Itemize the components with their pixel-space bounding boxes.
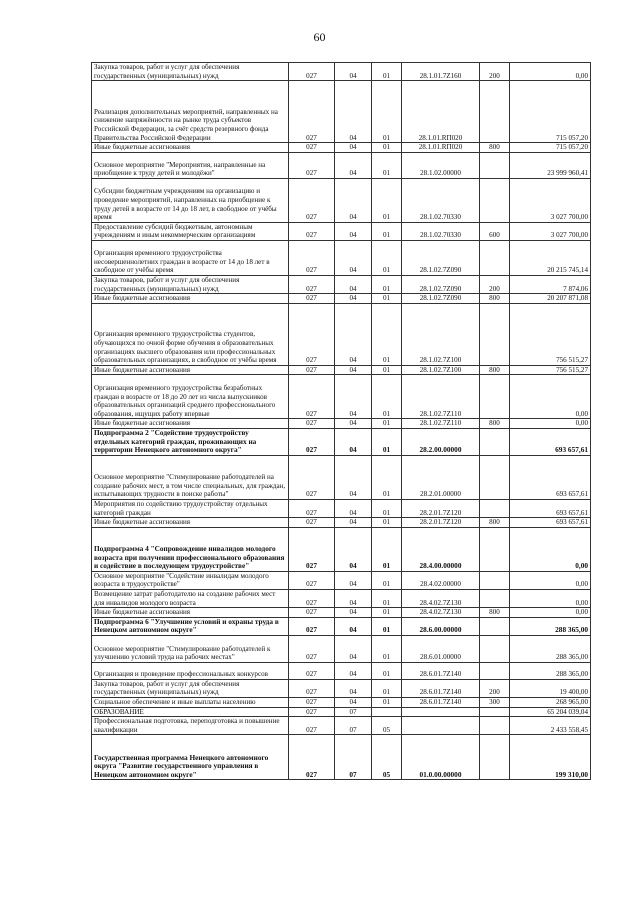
row-pr: 01 — [372, 222, 402, 240]
row-pr: 01 — [372, 571, 402, 589]
table-row — [92, 589, 591, 607]
row-rz: 04 — [335, 303, 372, 365]
row-grbs: 027 — [289, 419, 335, 429]
row-vr — [480, 455, 510, 499]
table-row — [92, 178, 591, 222]
table-row — [92, 375, 591, 419]
row-pr: 01 — [372, 428, 402, 455]
row-vr — [480, 707, 510, 717]
budget-table-body — [92, 63, 591, 780]
row-vr: 600 — [480, 222, 510, 240]
row-sum: 20 207 871,08 — [510, 294, 591, 304]
row-name: Иные бюджетные ассигнования — [92, 608, 289, 618]
row-pr: 01 — [372, 698, 402, 708]
row-csr: 01.0.00.00000 — [402, 735, 480, 780]
row-csr: 28.1.02.70330 — [402, 222, 480, 240]
table-row — [92, 499, 591, 517]
row-grbs: 027 — [289, 455, 335, 499]
row-vr — [480, 375, 510, 419]
row-pr: 01 — [372, 303, 402, 365]
row-csr: 28.1.01.RП020 — [402, 143, 480, 153]
table-row — [92, 240, 591, 275]
row-name: Основное мероприятие "Стимулирование работодателей на создание рабочих мест, в том числе специальных, для граждан, испытывающих трудности в поиске работы" — [92, 455, 289, 499]
row-csr: 28.6.01.00000 — [402, 635, 480, 662]
row-name: Возмещение затрат работодателю на создание рабочих мест для инвалидов молодого возраста — [92, 589, 289, 607]
row-name: Закупка товаров, работ и услуг для обеспечения государственных (муниципальных) нужд — [92, 679, 289, 697]
row-rz: 04 — [335, 419, 372, 429]
row-csr: 28.4.02.7Z130 — [402, 608, 480, 618]
row-rz: 04 — [335, 527, 372, 571]
row-grbs: 027 — [289, 527, 335, 571]
row-sum: 20 215 745,14 — [510, 240, 591, 275]
row-grbs: 027 — [289, 375, 335, 419]
table-row — [92, 735, 591, 780]
row-vr: 300 — [480, 698, 510, 708]
row-csr: 28.2.01.7Z120 — [402, 518, 480, 528]
table-row — [92, 707, 591, 717]
row-name: ОБРАЗОВАНИЕ — [92, 707, 289, 717]
row-sum: 0,00 — [510, 589, 591, 607]
row-sum: 7 874,06 — [510, 275, 591, 293]
row-pr: 01 — [372, 375, 402, 419]
row-sum: 0,00 — [510, 571, 591, 589]
row-sum: 0,00 — [510, 608, 591, 618]
table-row — [92, 662, 591, 679]
row-rz: 04 — [335, 240, 372, 275]
row-rz: 04 — [335, 375, 372, 419]
row-vr — [480, 635, 510, 662]
row-vr: 800 — [480, 608, 510, 618]
row-name: Социальное обеспечение и иные выплаты населению — [92, 698, 289, 708]
row-grbs: 027 — [289, 608, 335, 618]
row-pr: 01 — [372, 81, 402, 143]
row-rz: 04 — [335, 617, 372, 635]
row-csr: 28.1.02.7Z100 — [402, 303, 480, 365]
row-sum: 0,00 — [510, 63, 591, 81]
row-csr: 28.2.01.00000 — [402, 455, 480, 499]
row-vr — [480, 152, 510, 178]
row-rz: 07 — [335, 717, 372, 735]
table-row — [92, 717, 591, 735]
table-row — [92, 275, 591, 293]
row-sum: 693 657,61 — [510, 428, 591, 455]
row-rz: 04 — [335, 571, 372, 589]
row-csr: 28.1.02.70330 — [402, 178, 480, 222]
row-rz: 04 — [335, 63, 372, 81]
row-csr: 28.6.01.7Z140 — [402, 679, 480, 697]
row-rz: 04 — [335, 698, 372, 708]
row-grbs: 027 — [289, 143, 335, 153]
row-grbs: 027 — [289, 589, 335, 607]
row-name: Основное мероприятие "Мероприятия, направленные на приобщение к труду детей и молодёжи" — [92, 152, 289, 178]
row-grbs: 027 — [289, 717, 335, 735]
row-name: Подпрограмма 4 "Сопровождение инвалидов молодого возраста при получении профессионального образования и содействие в последующем трудоустройстве" — [92, 527, 289, 571]
row-name: Иные бюджетные ассигнования — [92, 365, 289, 375]
row-name: Иные бюджетные ассигнования — [92, 294, 289, 304]
row-pr: 01 — [372, 679, 402, 697]
row-vr — [480, 735, 510, 780]
row-name: Иные бюджетные ассигнования — [92, 143, 289, 153]
table-row — [92, 698, 591, 708]
row-sum: 268 965,00 — [510, 698, 591, 708]
row-vr — [480, 527, 510, 571]
row-sum: 19 400,00 — [510, 679, 591, 697]
row-grbs: 027 — [289, 365, 335, 375]
table-row — [92, 419, 591, 429]
row-pr: 01 — [372, 240, 402, 275]
row-csr: 28.1.02.7Z110 — [402, 375, 480, 419]
row-sum: 715 057,20 — [510, 81, 591, 143]
row-vr — [480, 617, 510, 635]
row-rz: 04 — [335, 455, 372, 499]
row-sum: 2 433 558,45 — [510, 717, 591, 735]
row-csr: 28.6.01.7Z140 — [402, 662, 480, 679]
row-pr: 01 — [372, 635, 402, 662]
row-grbs: 027 — [289, 735, 335, 780]
table-row — [92, 571, 591, 589]
row-pr: 01 — [372, 499, 402, 517]
row-name: Организация и проведение профессиональных конкурсов — [92, 662, 289, 679]
row-vr — [480, 589, 510, 607]
row-rz: 04 — [335, 679, 372, 697]
row-csr: 28.1.02.7Z110 — [402, 419, 480, 429]
row-grbs: 027 — [289, 518, 335, 528]
table-row — [92, 679, 591, 697]
row-csr: 28.4.02.7Z130 — [402, 589, 480, 607]
row-grbs: 027 — [289, 63, 335, 81]
row-rz: 04 — [335, 81, 372, 143]
row-grbs: 027 — [289, 303, 335, 365]
row-vr: 800 — [480, 143, 510, 153]
table-row — [92, 143, 591, 153]
row-grbs: 027 — [289, 81, 335, 143]
row-grbs: 027 — [289, 571, 335, 589]
table-row — [92, 81, 591, 143]
row-csr: 28.4.02.00000 — [402, 571, 480, 589]
row-csr: 28.6.00.00000 — [402, 617, 480, 635]
row-csr: 28.1.01.7Z160 — [402, 63, 480, 81]
row-sum: 23 999 960,41 — [510, 152, 591, 178]
row-sum: 288 365,00 — [510, 635, 591, 662]
row-sum: 288 365,00 — [510, 617, 591, 635]
row-sum: 693 657,61 — [510, 499, 591, 517]
row-rz: 04 — [335, 428, 372, 455]
row-name: Основное мероприятие "Стимулирование работодателей к улучшению условий труда на рабочих местах" — [92, 635, 289, 662]
row-csr: 28.2.00.00000 — [402, 428, 480, 455]
row-name: Предоставление субсидий бюджетным, автономным учреждениям и иным некоммерческим организациям — [92, 222, 289, 240]
table-row — [92, 294, 591, 304]
row-grbs: 027 — [289, 428, 335, 455]
row-vr: 800 — [480, 419, 510, 429]
table-row — [92, 428, 591, 455]
row-sum: 0,00 — [510, 527, 591, 571]
row-grbs: 027 — [289, 707, 335, 717]
row-sum: 3 027 700,00 — [510, 178, 591, 222]
row-name: Организация временного трудоустройства несовершеннолетних граждан в возрасте от 14 до 18 лет в свободное от учёбы время — [92, 240, 289, 275]
row-grbs: 027 — [289, 178, 335, 222]
row-pr: 01 — [372, 275, 402, 293]
page-number: 60 — [313, 30, 326, 44]
row-vr — [480, 571, 510, 589]
table-row — [92, 63, 591, 81]
row-sum: 715 057,20 — [510, 143, 591, 153]
row-vr — [480, 662, 510, 679]
row-vr — [480, 499, 510, 517]
row-name: Иные бюджетные ассигнования — [92, 419, 289, 429]
row-name: Профессиональная подготовка, переподготовка и повышение квалификации — [92, 717, 289, 735]
row-vr — [480, 240, 510, 275]
row-csr: 28.1.01.RП020 — [402, 81, 480, 143]
table-row — [92, 222, 591, 240]
row-name: Организация временного трудоустройства студентов, обучающихся по очной форме обучения в образовательных организациях высшего образования или профессиональных образовательных организациях, в свободное от учёбы время — [92, 303, 289, 365]
row-rz: 07 — [335, 707, 372, 717]
row-rz: 04 — [335, 275, 372, 293]
row-csr — [402, 707, 480, 717]
row-rz: 04 — [335, 152, 372, 178]
row-sum: 693 657,61 — [510, 518, 591, 528]
row-csr — [402, 717, 480, 735]
row-rz: 04 — [335, 222, 372, 240]
row-name: Организация временного трудоустройства безработных граждан в возрасте от 18 до 20 лет из числа выпускников образовательных организаций среднего профессионального образования, ищущих работу впервые — [92, 375, 289, 419]
row-pr — [372, 707, 402, 717]
row-pr: 01 — [372, 527, 402, 571]
row-sum: 693 657,61 — [510, 455, 591, 499]
row-name: Подпрограмма 6 "Улучшение условий и охраны труда в Ненецком автономном округе" — [92, 617, 289, 635]
row-rz: 07 — [335, 735, 372, 780]
row-sum: 0,00 — [510, 375, 591, 419]
row-vr: 800 — [480, 294, 510, 304]
row-rz: 04 — [335, 608, 372, 618]
row-pr: 01 — [372, 518, 402, 528]
row-grbs: 027 — [289, 240, 335, 275]
row-pr: 01 — [372, 617, 402, 635]
row-name: Закупка товаров, работ и услуг для обеспечения государственных (муниципальных) нужд — [92, 63, 289, 81]
table-row — [92, 527, 591, 571]
table-row — [92, 152, 591, 178]
row-rz: 04 — [335, 143, 372, 153]
budget-table — [91, 62, 591, 780]
row-csr: 28.1.02.7Z100 — [402, 365, 480, 375]
row-csr: 28.2.01.7Z120 — [402, 499, 480, 517]
row-csr: 28.1.02.00000 — [402, 152, 480, 178]
row-csr: 28.1.02.7Z090 — [402, 294, 480, 304]
row-vr — [480, 81, 510, 143]
row-csr: 28.1.02.7Z090 — [402, 240, 480, 275]
row-sum: 3 027 700,00 — [510, 222, 591, 240]
row-name: Подпрограмма 2 "Содействие трудоустройству отдельных категорий граждан, проживающих на территории Ненецкого автономного округа" — [92, 428, 289, 455]
row-csr: 28.1.02.7Z090 — [402, 275, 480, 293]
row-vr — [480, 303, 510, 365]
row-grbs: 027 — [289, 222, 335, 240]
table-row — [92, 608, 591, 618]
row-pr: 01 — [372, 294, 402, 304]
row-pr: 01 — [372, 608, 402, 618]
row-rz: 04 — [335, 662, 372, 679]
row-vr: 200 — [480, 63, 510, 81]
row-pr: 01 — [372, 63, 402, 81]
row-rz: 04 — [335, 365, 372, 375]
row-sum: 0,00 — [510, 419, 591, 429]
row-sum: 756 515,27 — [510, 365, 591, 375]
row-name: Субсидии бюджетным учреждениям на организацию и проведение мероприятий, направленных на приобщение к труду детей в возрасте от 14 до 18 лет, в свободное от учёбы время — [92, 178, 289, 222]
row-pr: 01 — [372, 455, 402, 499]
row-rz: 04 — [335, 294, 372, 304]
row-pr: 01 — [372, 365, 402, 375]
row-pr: 01 — [372, 143, 402, 153]
table-row — [92, 365, 591, 375]
row-grbs: 027 — [289, 635, 335, 662]
row-grbs: 027 — [289, 152, 335, 178]
row-sum: 199 310,00 — [510, 735, 591, 780]
row-rz: 04 — [335, 589, 372, 607]
row-name: Мероприятия по содействию трудоустройству отдельных категорий граждан — [92, 499, 289, 517]
table-row — [92, 455, 591, 499]
row-name: Закупка товаров, работ и услуг для обеспечения государственных (муниципальных) нужд — [92, 275, 289, 293]
row-csr: 28.4.00.00000 — [402, 527, 480, 571]
table-row — [92, 303, 591, 365]
table-row — [92, 617, 591, 635]
row-sum: 288 365,00 — [510, 662, 591, 679]
row-pr: 05 — [372, 717, 402, 735]
row-rz: 04 — [335, 178, 372, 222]
row-name: Иные бюджетные ассигнования — [92, 518, 289, 528]
row-vr — [480, 428, 510, 455]
row-grbs: 027 — [289, 617, 335, 635]
row-rz: 04 — [335, 635, 372, 662]
table-row — [92, 518, 591, 528]
row-grbs: 027 — [289, 275, 335, 293]
row-pr: 05 — [372, 735, 402, 780]
row-grbs: 027 — [289, 698, 335, 708]
row-name: Государственная программа Ненецкого автономного округа "Развитие государственного управления в Ненецком автономном округе" — [92, 735, 289, 780]
row-name: Основное мероприятие "Содействие инвалидам молодого возраста в трудоустройстве" — [92, 571, 289, 589]
row-csr: 28.6.01.7Z140 — [402, 698, 480, 708]
row-pr: 01 — [372, 419, 402, 429]
row-vr: 800 — [480, 365, 510, 375]
row-pr: 01 — [372, 589, 402, 607]
table-row — [92, 635, 591, 662]
row-vr: 800 — [480, 518, 510, 528]
row-grbs: 027 — [289, 294, 335, 304]
row-pr: 01 — [372, 662, 402, 679]
row-rz: 04 — [335, 499, 372, 517]
row-pr: 01 — [372, 152, 402, 178]
row-pr: 01 — [372, 178, 402, 222]
row-rz: 04 — [335, 518, 372, 528]
row-vr: 200 — [480, 679, 510, 697]
row-sum: 756 515,27 — [510, 303, 591, 365]
row-name: Реализация дополнительных мероприятий, направленных на снижение напряжённости на рынке труда субъектов Российской Федерации, за счёт средств резервного фонда Правительства Российской Федерации — [92, 81, 289, 143]
row-vr — [480, 178, 510, 222]
row-vr: 200 — [480, 275, 510, 293]
row-grbs: 027 — [289, 499, 335, 517]
row-grbs: 027 — [289, 679, 335, 697]
row-vr — [480, 717, 510, 735]
row-sum: 65 204 039,04 — [510, 707, 591, 717]
row-grbs: 027 — [289, 662, 335, 679]
